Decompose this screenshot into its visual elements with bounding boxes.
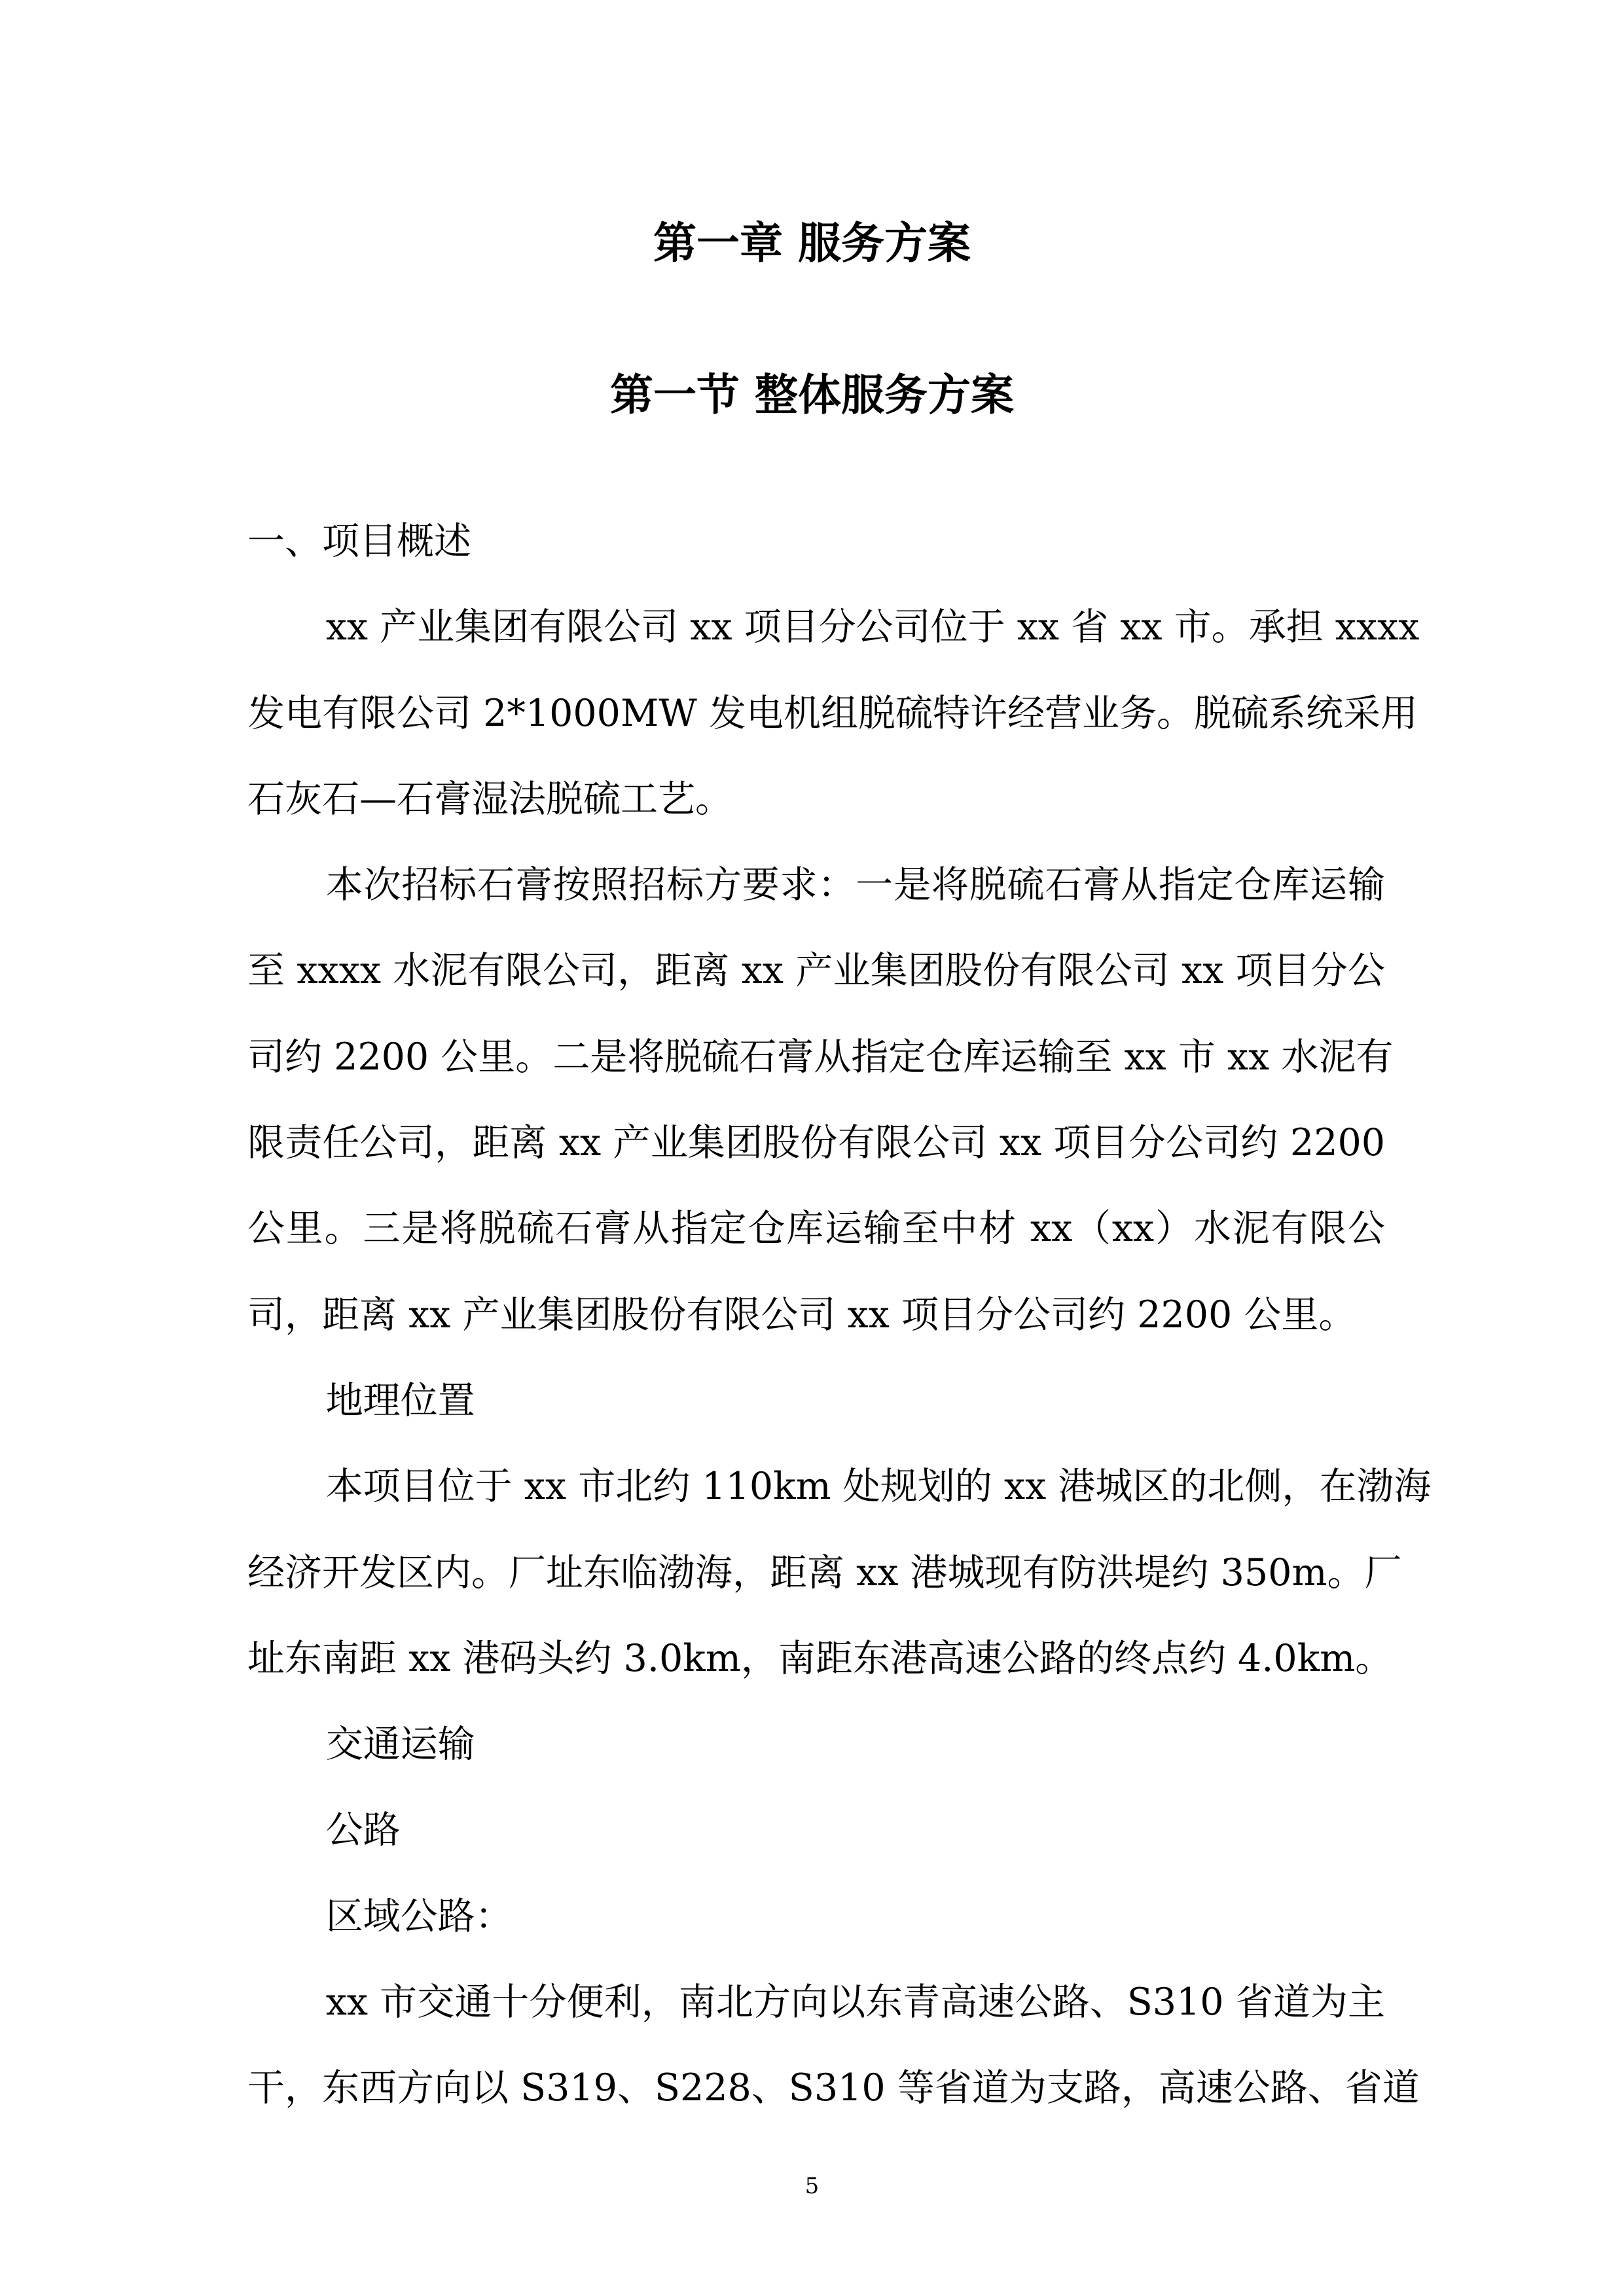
text-line: 司约 2200 公里。二是将脱硫石膏从指定仓库运输至 xx 市 xx 水泥有 bbox=[247, 1035, 1394, 1079]
paragraph-project-summary bbox=[247, 584, 1420, 842]
section-title: 第一节 整体服务方案 bbox=[610, 369, 1014, 420]
text-line: xx 市交通十分便利，南北方向以东青高速公路、S310 省道为主 bbox=[325, 1981, 1385, 2024]
text-line: 至 xxxx 水泥有限公司，距离 xx 产业集团股份有限公司 xx 项目分公 bbox=[247, 949, 1385, 993]
text-line: 交通运输 bbox=[325, 1723, 475, 1767]
text-line: 本项目位于 xx 市北约 110km 处规划的 xx 港城区的北侧，在渤海 bbox=[325, 1465, 1432, 1509]
subheading-geographic-location bbox=[247, 1358, 1385, 1444]
text-line: 公里。三是将脱硫石膏从指定仓库运输至中材 xx（xx）水泥有限公 bbox=[247, 1207, 1385, 1251]
subheading-highway bbox=[247, 1787, 1385, 1873]
text-line: 石灰石—石膏湿法脱硫工艺。 bbox=[247, 777, 732, 821]
text-line: 司，距离 xx 产业集团股份有限公司 xx 项目分公司约 2200 公里。 bbox=[247, 1293, 1356, 1336]
text-line: 干，东西方向以 S319、S228、S310 等省道为支路，高速公路、省道 bbox=[247, 2066, 1420, 2110]
text-line: 限责任公司，距离 xx 产业集团股份有限公司 xx 项目分公司约 2200 bbox=[247, 1121, 1385, 1165]
text-line: xx 产业集团有限公司 xx 项目分公司位于 xx 省 xx 市。承担 xxxx bbox=[325, 605, 1420, 649]
document-body bbox=[247, 499, 1432, 2132]
text-line: 本次招标石膏按照招标方要求：一是将脱硫石膏从指定仓库运输 bbox=[325, 863, 1385, 907]
paragraph-traffic bbox=[247, 1960, 1420, 2132]
paragraph-location bbox=[247, 1444, 1432, 1702]
text-line: 发电有限公司 2*1000MW 发电机组脱硫特许经营业务。脱硫系统采用 bbox=[247, 691, 1418, 735]
overview-heading: 一、项目概述 bbox=[247, 520, 471, 563]
page-number: 5 bbox=[804, 2173, 820, 2199]
subheading-transportation bbox=[247, 1702, 1385, 1787]
chapter-title: 第一章 服务方案 bbox=[653, 217, 971, 268]
text-line: 地理位置 bbox=[325, 1378, 475, 1422]
text-line: 址东南距 xx 港码头约 3.0km，南距东港高速公路的终点约 4.0km。 bbox=[247, 1636, 1393, 1680]
subheading-regional-highway bbox=[247, 1874, 1385, 1960]
text-line: 经济开发区内。厂址东临渤海，距离 xx 港城现有防洪堤约 350m。厂 bbox=[247, 1551, 1402, 1594]
text-line: 区域公路： bbox=[325, 1894, 513, 1938]
paragraph-tender-requirements bbox=[247, 842, 1394, 1358]
text-line: 公路 bbox=[325, 1808, 401, 1852]
